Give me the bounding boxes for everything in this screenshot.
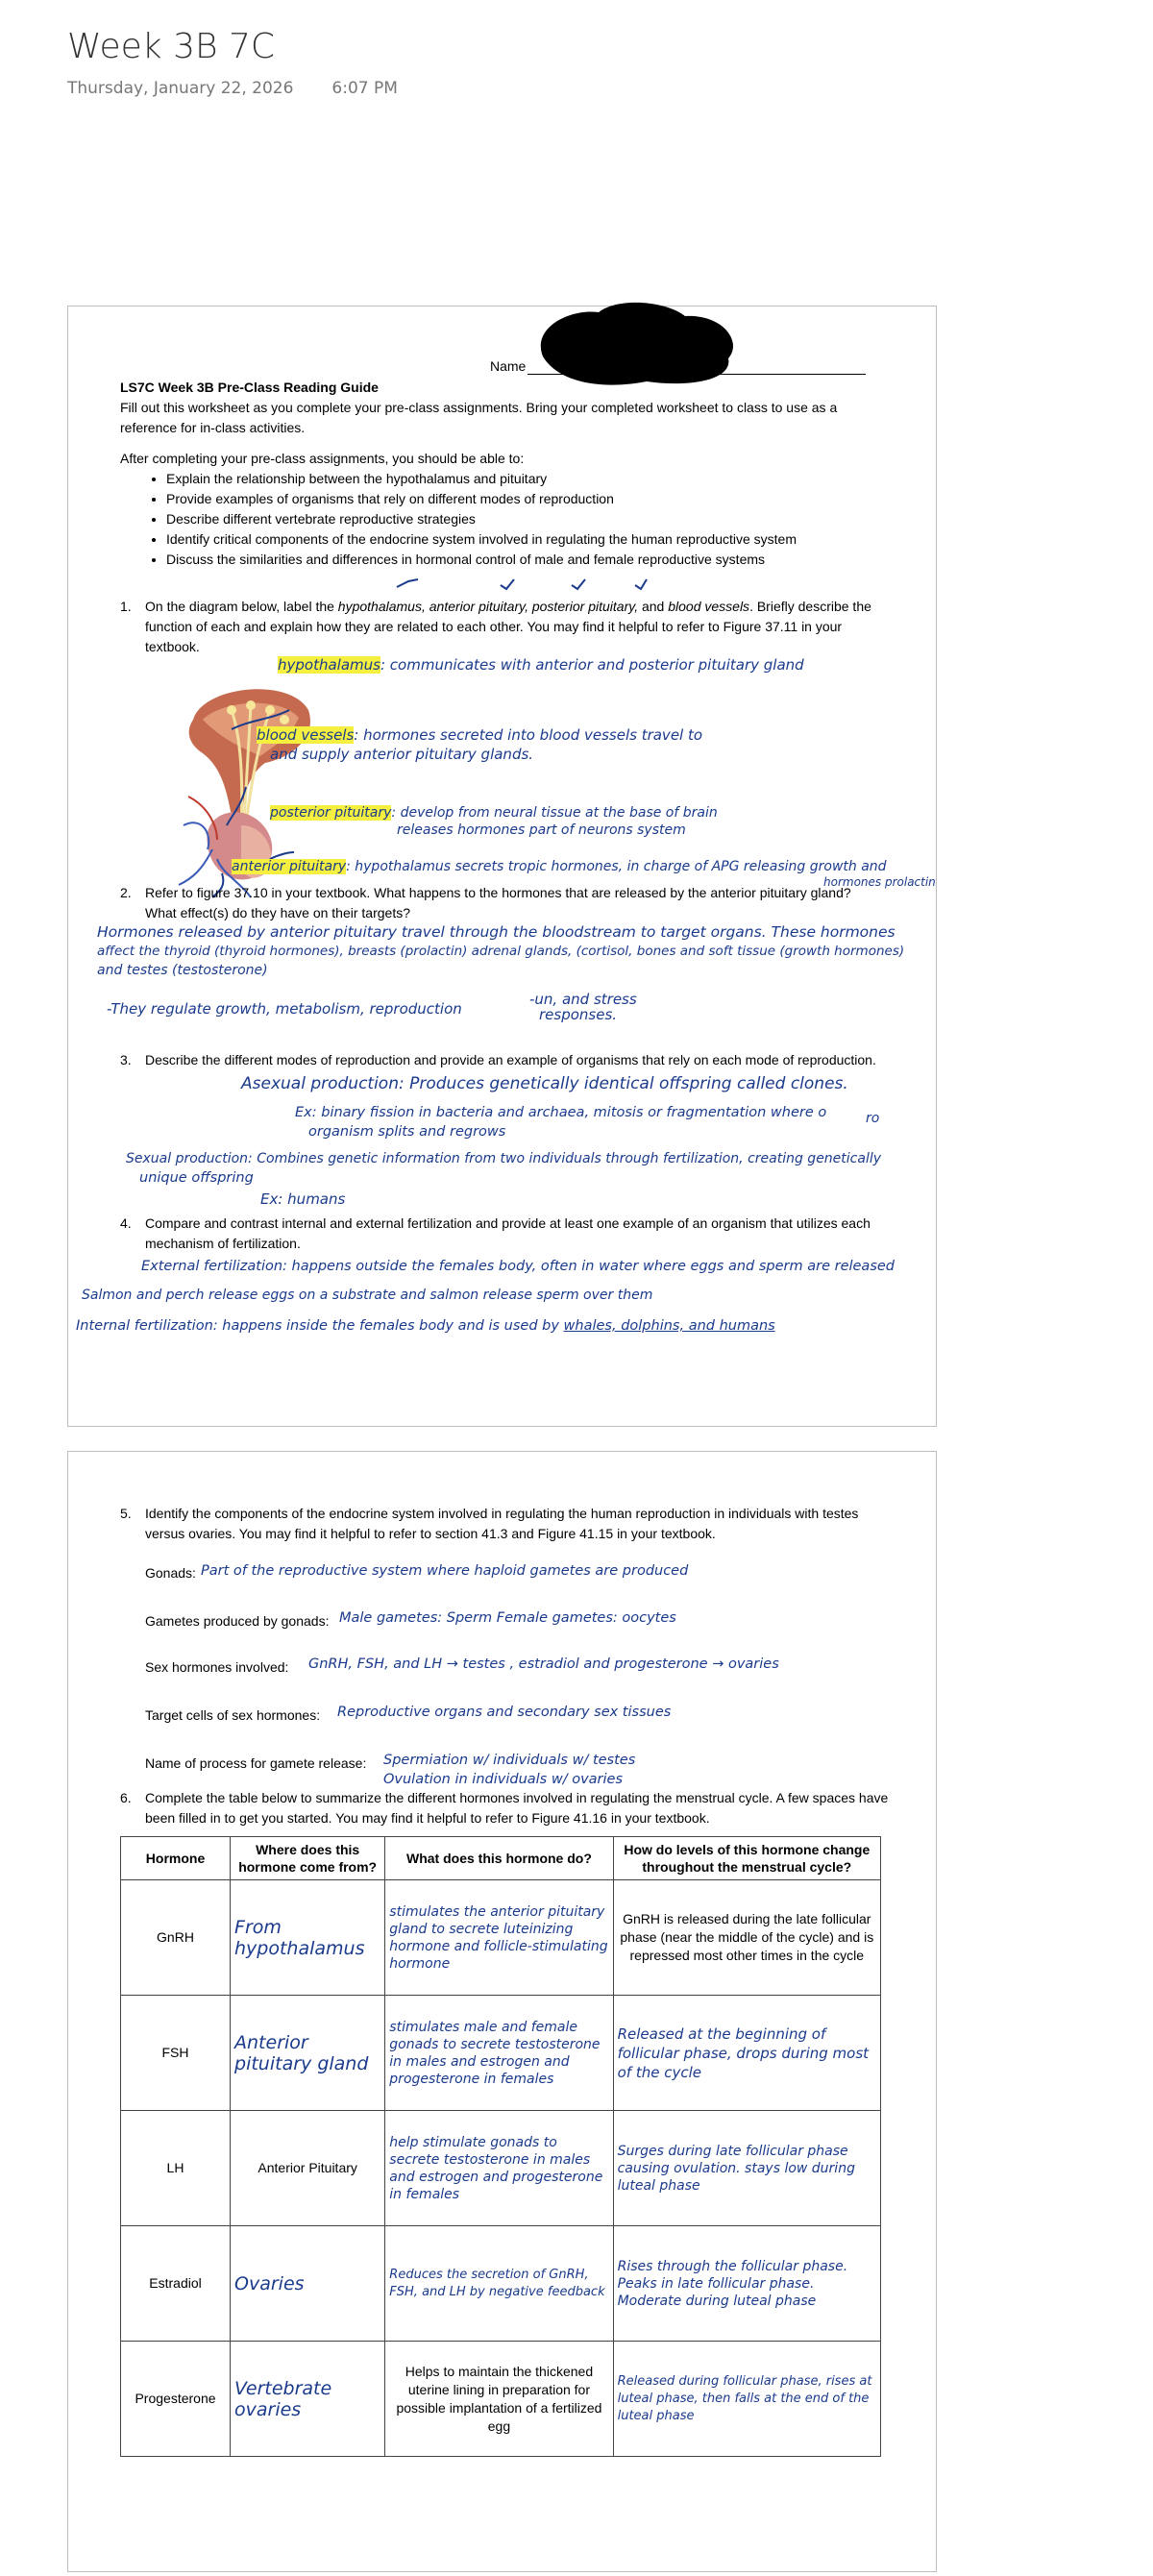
cell-hormone: Estradiol — [121, 2226, 231, 2342]
note-title: Week 3B 7C — [67, 27, 276, 66]
cell-levels-text: Released during follicular phase, rises at luteal phase, then falls at the end of the luteal phase — [617, 2373, 872, 2423]
note-date: Thursday, January 22, 2026 — [67, 79, 294, 98]
objectives-lead: After completing your pre-class assignments, you should be able to: — [120, 451, 525, 466]
name-label: Name — [490, 358, 527, 374]
col-hormone: Hormone — [121, 1837, 231, 1880]
q1-number: 1. — [120, 599, 132, 614]
q2-answer-line: Hormones released by anterior pituitary travel through the bloodstream to target organs. These hormones — [97, 923, 895, 941]
q4-answer-external-ex: Salmon and perch release eggs on a substrate and salmon release sperm over them — [82, 1288, 653, 1303]
cell-source-text: From hypothalamus — [234, 1916, 365, 1959]
q1-terms: hypothalamus, anterior pituitary, posterior pituitary, — [337, 599, 639, 614]
table-header-row — [121, 1837, 881, 1880]
cell-levels-text: Rises through the follicular phase. Peaks in late follicular phase. Moderate during luteal phase — [617, 2258, 848, 2309]
objective-item: • Discuss the similarities and differences in hormonal control of male and female reproductive systems — [166, 550, 916, 570]
cell-hormone: Progesterone — [121, 2342, 231, 2457]
cell-levels: GnRH is released during the late follicular phase (near the middle of the cycle) and is repressed most other times in the cycle — [613, 1880, 880, 1996]
q3-number: 3. — [120, 1052, 132, 1067]
label-blood-vessels-text: : hormones secreted into blood vessels travel to — [354, 726, 703, 744]
q5-gonads-label: Gonads: — [145, 1565, 196, 1581]
label-posterior-pituitary-cont: releases hormones part of neurons system — [397, 822, 686, 838]
label-hypothalamus — [278, 656, 804, 675]
q3-answer-sexual-cont: unique offspring — [139, 1170, 254, 1186]
q1-text-and: and — [638, 599, 669, 614]
q5-process-answer: Spermiation w/ individuals w/ testes — [383, 1753, 636, 1768]
col-levels: How do levels of this hormone change throughout the menstrual cycle? — [613, 1837, 880, 1880]
q3-answer-asexual: Asexual production: Produces genetically identical offspring called clones. — [241, 1074, 848, 1093]
cell-function-text: Reduces the secretion of GnRH, FSH, and LH by negative feedback — [389, 2267, 605, 2299]
cell-source — [231, 1880, 385, 1996]
label-anterior-pituitary-cont: hormones prolactin — [823, 875, 936, 889]
cell-function-text: stimulates the anterior pituitary gland to secrete luteinizing hormone and follicle-stimulating hormone — [389, 1903, 608, 1972]
q4-answer-internal-text: Internal fertilization: happens inside the females body and is used by — [76, 1318, 559, 1334]
q5-targets-answer: Reproductive organs and secondary sex tissues — [337, 1705, 672, 1720]
cell-function — [385, 1996, 613, 2111]
cell-levels — [613, 2342, 880, 2457]
q1-text — [145, 597, 885, 657]
table-row — [121, 2342, 881, 2457]
cell-levels — [613, 1996, 880, 2111]
q5-text: Identify the components of the endocrine system involved in regulating the human reproduction in individuals with testes versus ovaries. You may find it helpful to refer to section 41.3 and Figure 41.15 in your textbook. — [145, 1506, 859, 1541]
cell-function-text: help stimulate gonads to secrete testosterone in males and estrogen and progesterone in females — [389, 2134, 603, 2202]
label-blood-vessels — [257, 726, 702, 745]
q2-answer-summary: -They regulate growth, metabolism, reproduction — [107, 1000, 462, 1018]
q3-answer-sexual-ex: Ex: humans — [260, 1190, 346, 1208]
objective-item: • Explain the relationship between the hypothalamus and pituitary — [166, 469, 916, 489]
cell-function — [385, 2226, 613, 2342]
cell-levels-text: Surges during late follicular phase causing ovulation. stays low during luteal phase — [617, 2143, 855, 2194]
q3-answer-asexual-ex-cont: organism splits and regrows — [308, 1124, 506, 1140]
q2-answer-responses: responses. — [539, 1006, 618, 1023]
cell-function — [385, 1880, 613, 1996]
label-blood-vessels-term: blood vessels — [257, 726, 355, 744]
cell-hormone: FSH — [121, 1996, 231, 2111]
label-posterior-pituitary — [270, 804, 718, 822]
q2-text: Refer to figure 37.10 in your textbook. What happens to the hormones that are released by the anterior pituitary gland? What effect(s) do they have on their targets? — [145, 885, 851, 920]
objective-item: • Describe different vertebrate reproductive strategies — [166, 509, 916, 529]
q5-targets-label: Target cells of sex hormones: — [145, 1707, 321, 1723]
label-hypothalamus-term: hypothalamus — [278, 656, 380, 674]
q5-hormones-answer: GnRH, FSH, and LH → testes , estradiol and progesterone → ovaries — [308, 1656, 779, 1672]
cell-source-text: Anterior pituitary gland — [234, 2031, 369, 2074]
q4-answer-internal — [76, 1317, 775, 1336]
objective-item: • Identify critical components of the endocrine system involved in regulating the human reproductive system — [166, 529, 916, 550]
q3-text: Describe the different modes of reproduction and provide an example of organisms that rely on each mode of reproduction. — [145, 1052, 876, 1067]
cell-source: Anterior Pituitary — [231, 2111, 385, 2226]
cell-levels — [613, 2226, 880, 2342]
worksheet-heading: LS7C Week 3B Pre-Class Reading Guide — [120, 380, 379, 395]
name-line — [527, 374, 866, 375]
cell-source — [231, 1996, 385, 2111]
label-anterior-pituitary-text: : hypothalamus secrets tropic hormones, in charge of APG releasing growth and — [346, 859, 887, 874]
cell-source — [231, 2226, 385, 2342]
q3-answer-sexual: Sexual production: Combines genetic information from two individuals through fertilization, creating genetically — [126, 1151, 882, 1166]
col-source: Where does this hormone come from? — [231, 1837, 385, 1880]
cell-hormone: GnRH — [121, 1880, 231, 1996]
label-anterior-pituitary — [232, 858, 887, 876]
cell-levels — [613, 2111, 880, 2226]
q4-text: Compare and contrast internal and external fertilization and provide at least one example of an organism that utilizes each mechanism of fertilization. — [145, 1215, 871, 1251]
label-posterior-pituitary-text: : develop from neural tissue at the base of brain — [391, 805, 718, 821]
cell-hormone: LH — [121, 2111, 231, 2226]
q4-answer-internal-ex: whales, dolphins, and humans — [563, 1318, 775, 1334]
q5-hormones-label: Sex hormones involved: — [145, 1659, 289, 1675]
q5-gonads-answer: Part of the reproductive system where haploid gametes are produced — [201, 1563, 689, 1579]
table-row — [121, 2226, 881, 2342]
note-timestamp — [67, 79, 436, 98]
q2-number: 2. — [120, 885, 132, 900]
label-anterior-pituitary-term: anterior pituitary — [232, 859, 347, 874]
q2-answer-stress: -un, and stress — [529, 991, 637, 1008]
cell-function — [385, 2111, 613, 2226]
q3-answer-asexual-ex: Ex: binary fission in bacteria and archaea, mitosis or fragmentation where o — [295, 1105, 827, 1120]
cell-function-text: stimulates male and female gonads to secrete testosterone in males and estrogen and progesterone in females — [389, 2019, 601, 2087]
q5-process-answer-2: Ovulation in individuals w/ ovaries — [383, 1772, 623, 1787]
check-marks — [395, 576, 664, 595]
cell-function: Helps to maintain the thickened uterine lining in preparation for possible implantation of a fertilized egg — [385, 2342, 613, 2457]
cell-source-text: Ovaries — [234, 2272, 305, 2294]
label-blood-vessels-cont: and supply anterior pituitary glands. — [270, 746, 534, 763]
cell-source-text: Vertebrate ovaries — [234, 2377, 332, 2420]
q2-answer-line: and testes (testosterone) — [97, 963, 268, 978]
col-function: What does this hormone do? — [385, 1837, 613, 1880]
q5-gametes-answer: Male gametes: Sperm Female gametes: oocytes — [339, 1610, 676, 1626]
q5-gametes-label: Gametes produced by gonads: — [145, 1613, 330, 1629]
label-hypothalamus-text: : communicates with anterior and posterior pituitary gland — [380, 656, 804, 674]
q5-process-label: Name of process for gamete release: — [145, 1755, 367, 1771]
q2-answer-line: affect the thyroid (thyroid hormones), breasts (prolactin) adrenal glands, (cortisol, bones and soft tissue (growth hormones) — [97, 944, 905, 959]
label-posterior-pituitary-term: posterior pituitary — [270, 805, 392, 821]
q6-text: Complete the table below to summarize the different hormones involved in regulating the menstrual cycle. A few spaces have been filled in to get you started. You may find it helpful to refer to Figure 41.16 in your textbook. — [145, 1790, 889, 1826]
cell-levels-text: Released at the beginning of follicular phase, drops during most of the cycle — [617, 2024, 870, 2081]
worksheet-page-1 — [67, 306, 937, 1427]
q4-answer-external: External fertilization: happens outside the females body, often in water where eggs and sperm are released — [141, 1259, 895, 1274]
table-row — [121, 2111, 881, 2226]
q1-text-post: . Briefly describe the function of each and explain how they are related to each other. You may find it helpful to refer to Figure 37.11 in your textbook. — [145, 599, 871, 654]
q1-term-last: blood vessels — [668, 599, 750, 614]
note-time: 6:07 PM — [331, 79, 398, 98]
table-row — [121, 1880, 881, 1996]
worksheet-intro: Fill out this worksheet as you complete your pre-class assignments. Bring your completed worksheet to class to use as a reference for in-class activities. — [120, 400, 838, 435]
cell-source — [231, 2342, 385, 2457]
q6-number: 6. — [120, 1790, 132, 1805]
q1-text-pre: On the diagram below, label the — [145, 599, 338, 614]
q3-answer-extra: ro — [866, 1111, 880, 1126]
objective-item: • Provide examples of organisms that rely on different modes of reproduction — [166, 489, 916, 509]
q5-number: 5. — [120, 1506, 132, 1521]
worksheet-page-2 — [67, 1451, 937, 2572]
table-row — [121, 1996, 881, 2111]
hormone-table — [120, 1836, 881, 2457]
q4-number: 4. — [120, 1215, 132, 1231]
objectives-list — [135, 469, 916, 570]
